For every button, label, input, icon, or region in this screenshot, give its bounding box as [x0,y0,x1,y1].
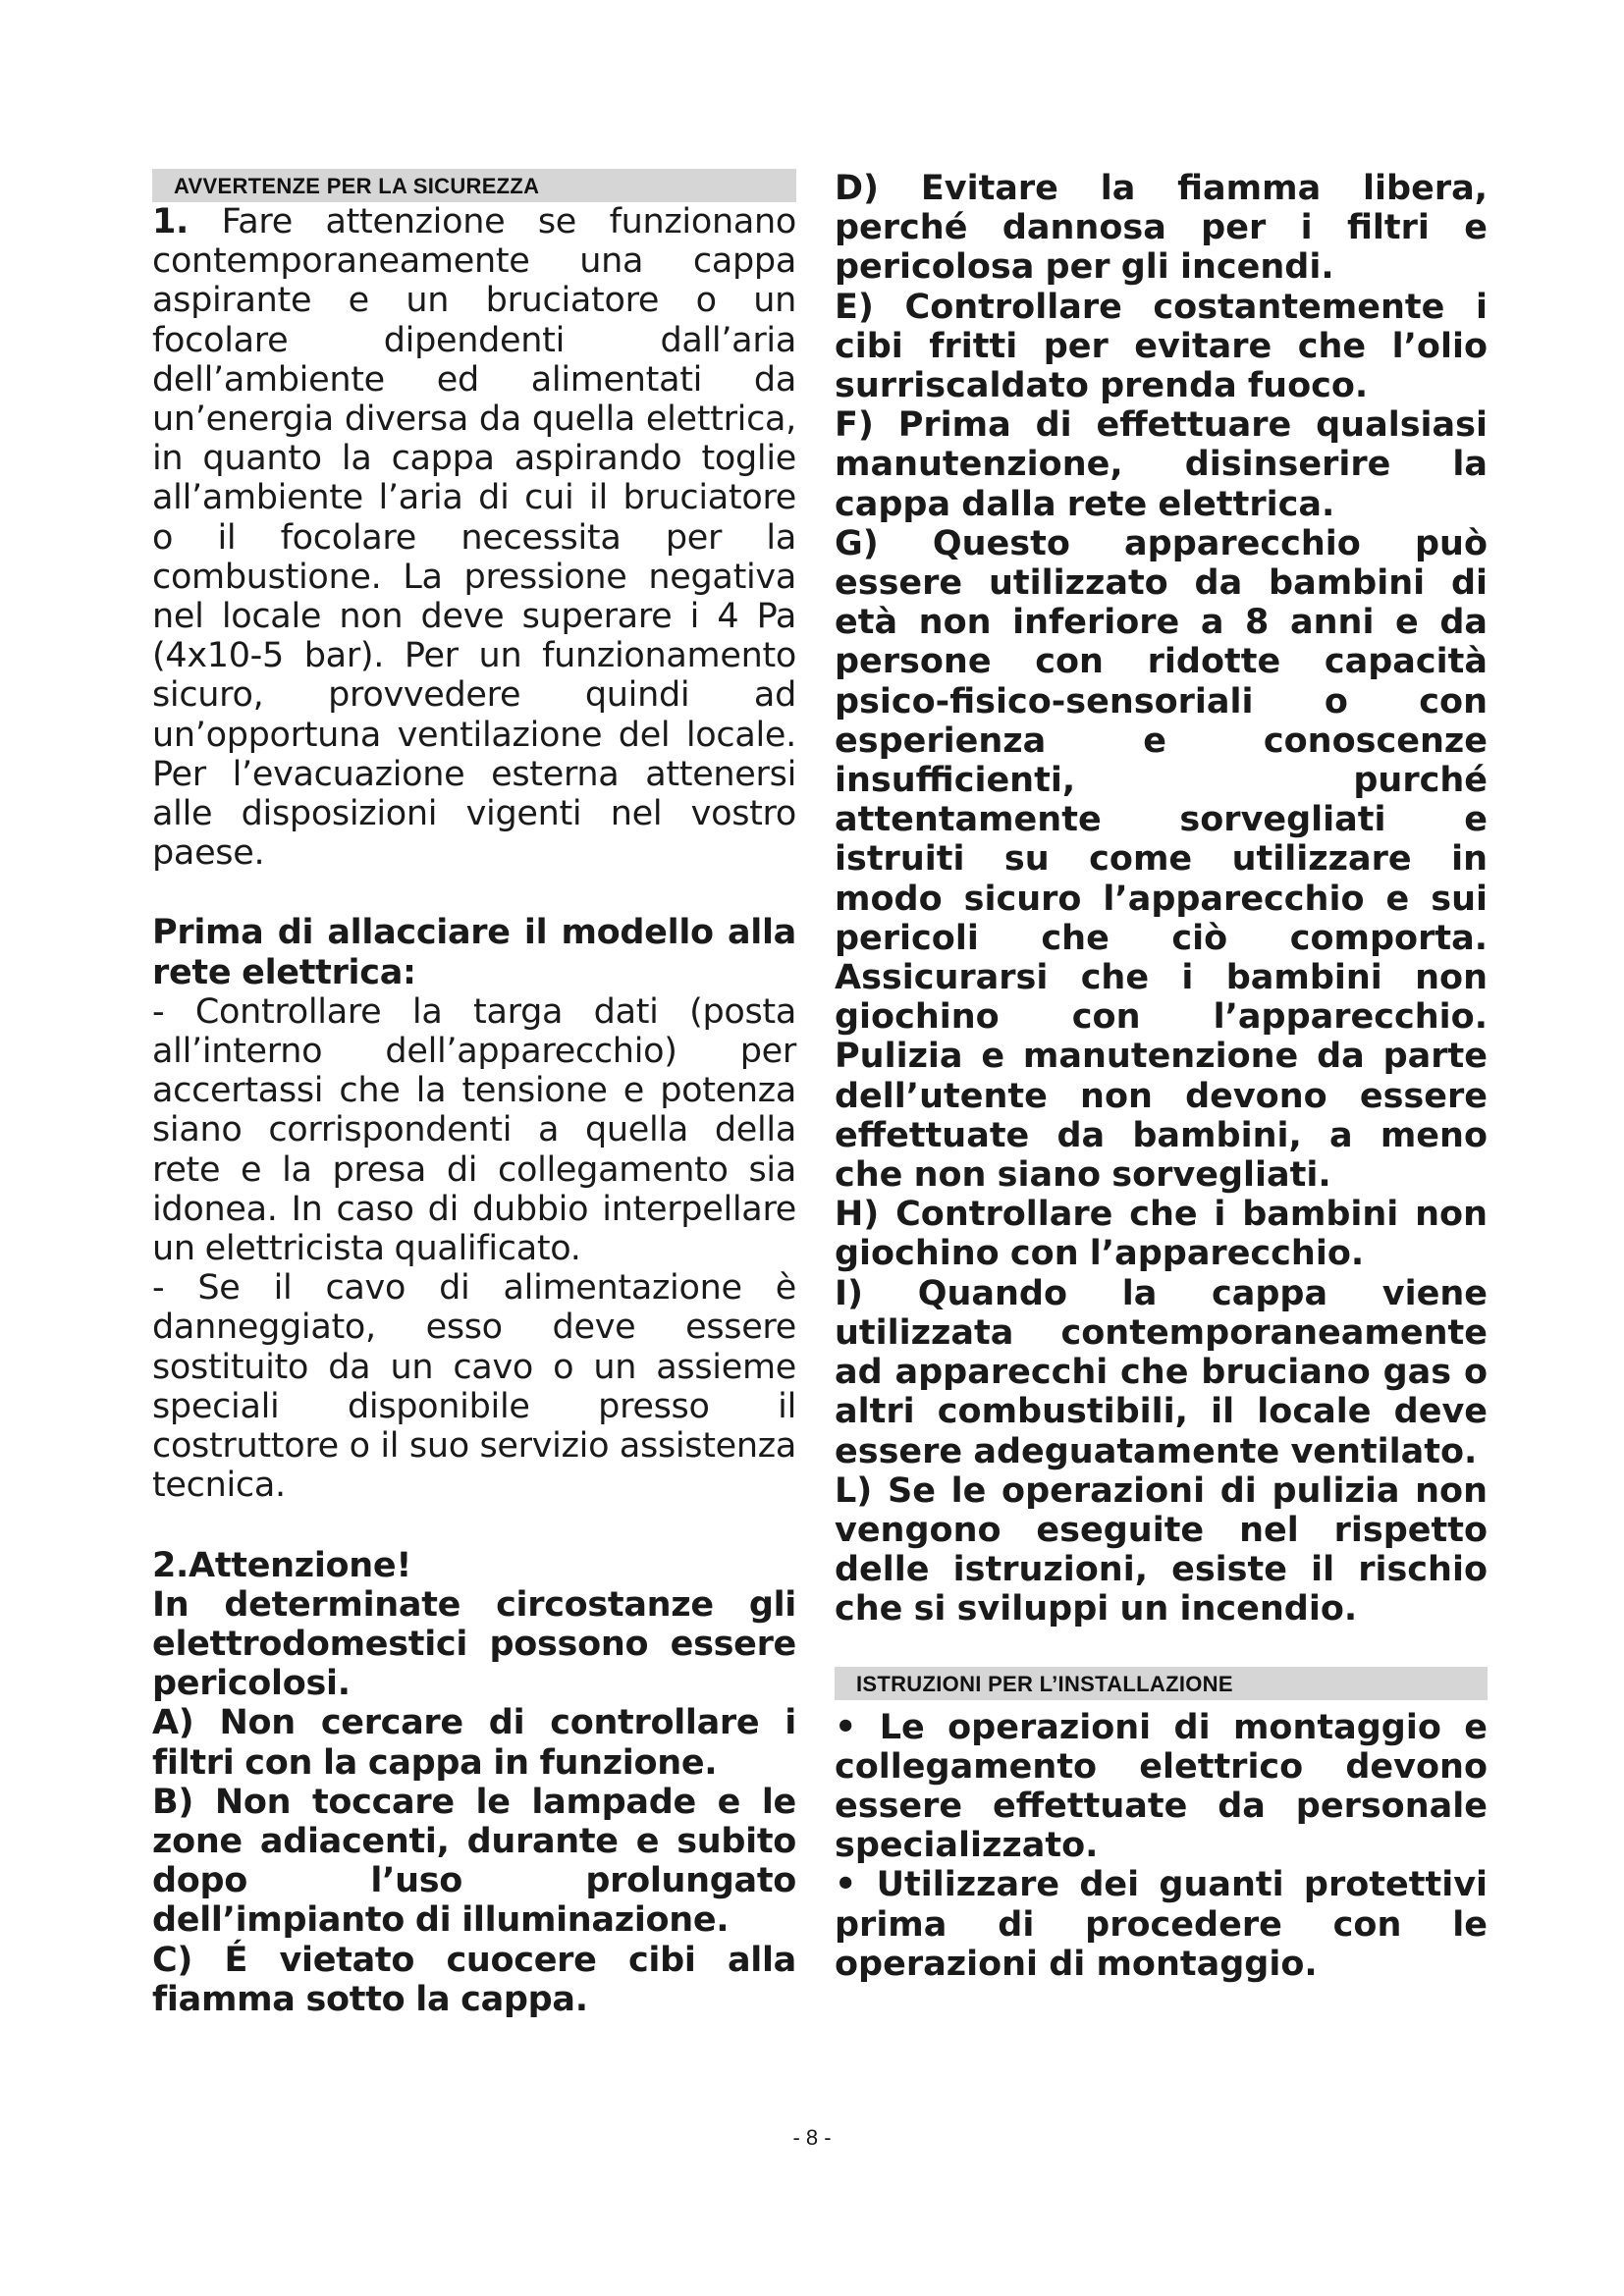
warning-l: L) Se le operazioni di pulizia non vengono eseguite nel rispetto delle istruzioni, esiste il rischio che si sviluppi un incendio. [835,1470,1488,1629]
installation-bullet: • Le operazioni di montaggio e collegamento elettrico devono essere effettuate da personale specializzato. [835,1707,1488,1866]
connection-cable-paragraph: - Se il cavo di alimentazione è danneggiato, esso deve essere sostituito da un cavo o un assieme speciali disponibile presso il costruttore o il suo servizio assistenza tecnica. [152,1268,796,1506]
item-2-intro: In determinate circostanze gli elettrodomestici possono essere pericolosi. [152,1584,796,1704]
warning-g: G) Questo apparecchio può essere utilizzato da bambini di età non inferiore a 8 anni e da persone con ridotte capacità psico-fisico-sensoriali o con esperienza e conoscenze insufficienti, purché attentamente sorvegliati e istruiti su come utilizzare in modo sicuro l’apparecchio e sui pericoli che ciò comporta. Assicurarsi che i bambini non giochino con l’apparecchio. Pulizia e manutenzione da parte dell’utente non devono essere effettuate da bambini, a meno che non siano sorvegliati. [835,523,1488,1196]
spacer [152,873,796,913]
warning-c: C) É vietato cuocere cibi alla fiamma sotto la cappa. [152,1940,796,2019]
item-1-number: 1. [152,202,189,241]
warnings-continued [835,169,1488,1629]
warning-i: I) Quando la cappa viene utilizzata contemporaneamente ad apparecchi che bruciano gas o altri combustibili, il locale deve essere adeguatamente ventilato. [835,1273,1488,1471]
installation-bullet: • Utilizzare dei guanti protettivi prima di procedere con le operazioni di montaggio. [835,1865,1488,1984]
page-number: - 8 - [792,2125,832,2150]
connection-heading: Prima di allacciare il modello alla rete elettrica: [152,913,796,992]
right-column [835,169,1488,1984]
safety-item-1 [152,202,796,873]
connection-check-paragraph: - Controllare la targa dati (posta all’interno dell’apparecchio) per accertassi che la tensione e potenza siano corrispondenti a quella della rete e la presa di collegamento sia idonea. In caso di dubbio interpellare un elettricista qualificato. [152,991,796,1269]
warning-b: B) Non toccare le lampade e le zone adiacenti, durante e subito dopo l’uso prolungato dell’impianto di illuminazione. [152,1782,796,1941]
warning-d: D) Evitare la fiamma libera, perché dannosa per i filtri e pericolosa per gli incendi. [835,169,1488,288]
safety-body [152,202,796,2019]
installation-body [835,1708,1488,1984]
item-2-title: 2.Attenzione! [152,1545,411,1585]
spacer [152,1506,796,1546]
warning-e: E) Controllare costantemente i cibi fritti per evitare che l’olio surriscaldato prenda fuoco. [835,287,1488,406]
warning-a: A) Non cercare di controllare i filtri con la cappa in funzione. [152,1703,796,1783]
warning-h: H) Controllare che i bambini non giochino con l’apparecchio. [835,1195,1488,1274]
installation-section-header: ISTRUZIONI PER L’INSTALLAZIONE [835,1667,1488,1700]
warning-f: F) Prima di effettuare qualsiasi manutenzione, disinserire la cappa dalla rete elettrica. [835,405,1488,524]
safety-section-header: AVVERTENZE PER LA SICUREZZA [152,169,796,202]
item-1-text: Fare attenzione se funzionano contemporaneamente una cappa aspirante e un bruciatore o un focolare dipendenti dall’aria dell’ambiente ed alimentati da un’energia diversa da quella elettrica, in quanto la cappa aspirando toglie all’ambiente l’aria di cui il bruciatore o il focolare necessita per la combustione. La pressione negativa nel locale non deve superare i 4 Pa (4x10-5 bar). Per un funzionamento sicuro, provvedere quindi ad un’opportuna ventilazione del locale. Per l’evacuazione esterna attenersi alle disposizioni vigenti nel vostro paese. [152,202,796,874]
left-column [152,169,796,2019]
spacer [835,1629,1488,1667]
